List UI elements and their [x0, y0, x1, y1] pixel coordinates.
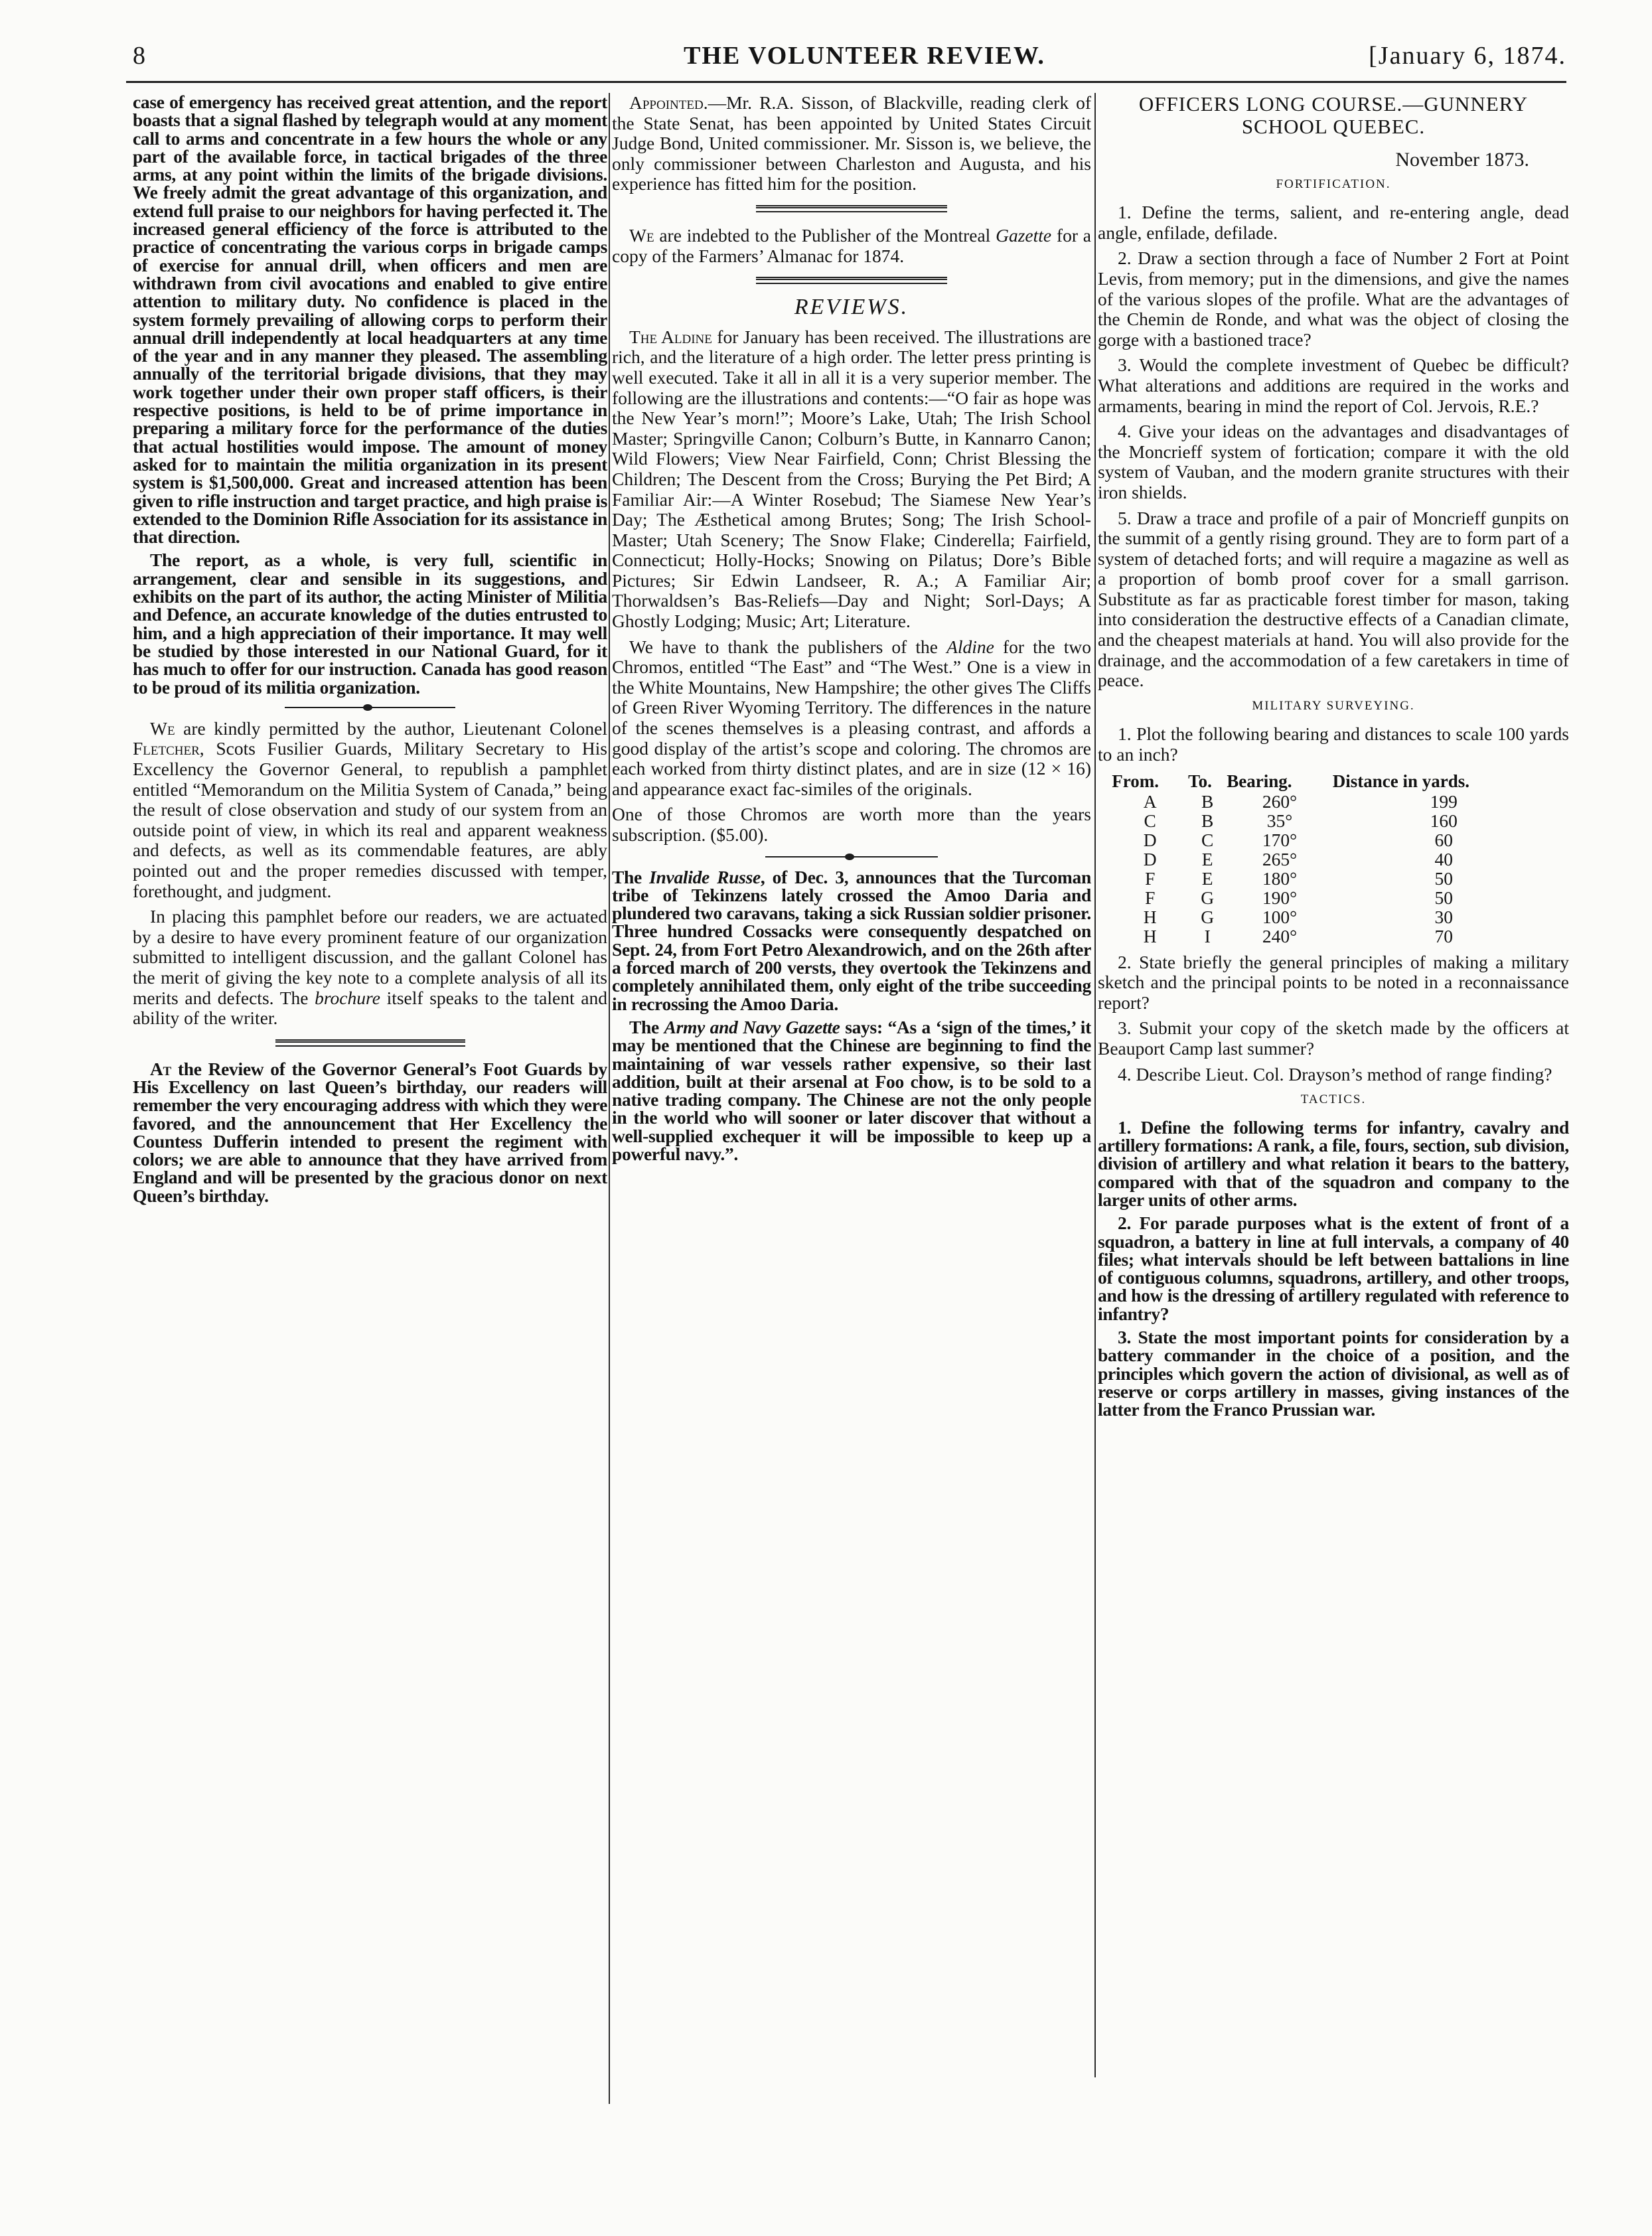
- aldine-paragraph: The Aldine for January has been received. The illustrations are rich, and the literature of a high order. The letter press printing is well executed. Take it all in all it is a very superior member. The following are the illustrations and contents:—“O fair as hope was the New Year’s morn!”; Moore’s Lake, Utah; The Irish School Master; Springville Canon; Colburn’s Butte, in Kannarro Canon; Wild Flowers; View Near Fairfield, Conn; Christ Blessing the Children; The Descent from the Cross; Burying the Pet Bird; A Familiar Air:—A Winter Rosebud; The Siamese New Year’s Day; The Æsthetical among Brutes; Song; The Irish School-Master; Utah Scenery; The Snow Flake; Cinderella; Fairfield, Connecticut; Holly-Hocks; Snowing on Pilatus; Dore’s Bible Pictures; Sir Edwin Landseer, R. A.; A Familiar Air; Thorwaldsen’s Bas-Reliefs—Day and Night; Sorl-Days; A Ghostly Lodging; Music; Art; Literature.: [612, 326, 1092, 632]
- separator: [756, 277, 948, 284]
- table-row: F G 190° 50: [1145, 887, 1453, 908]
- column-divider-right: [1094, 93, 1096, 2077]
- tactics-question-1: 1. Define the following terms for infantry, cavalry and artillery formations: A rank, a file, fours, section, sub division, division of artillery and what relation it bears to the battery, compared with that of the squadron and company to the larger units of other arms.: [1098, 1116, 1569, 1210]
- fortification-question-4: 4. Give your ideas on the advantages and disadvantages of the Moncrieff system of fortication; compare it with the old system of Vauban, and the modern granite structures with their iron shields.: [1098, 421, 1569, 502]
- surveying-question-4: 4. Describe Lieut. Col. Drayson’s method of range finding?: [1118, 1063, 1552, 1084]
- pamphlet-paragraph: In placing this pamphlet before our readers, we are actuated by a desire to have every prominent feature of our organization submitted to intelligent discussion, and the gallant Colonel has the merit of giving the key note to a complete analysis of all its merits and defects. The brochure itself speaks to the talent and ability of the writer.: [133, 906, 607, 1029]
- surveying-question-2: 2. State briefly the general principles of making a military sketch and the principal points to be noted in a reconnaissance report?: [1098, 951, 1569, 1013]
- table-row: A B 260° 199: [1143, 790, 1458, 812]
- table-row: D E 265° 40: [1143, 848, 1453, 869]
- separator: [756, 205, 948, 212]
- surveying-heading: MILITARY SURVEYING.: [1252, 698, 1415, 713]
- table-header: To.: [1188, 771, 1212, 791]
- separator: [275, 1039, 465, 1047]
- table-row: H I 240° 70: [1143, 925, 1453, 946]
- separator: [285, 706, 455, 709]
- almanac-paragraph: We are indebted to the Publisher of the Montreal Gazette for a copy of the Farmers’ Almanac for 1874.: [612, 224, 1091, 266]
- tactics-question-2: 2. For parade purposes what is the extent of front of a squadron, a battery in line at full intervals, a company of 40 files; what intervals should be left between battalions in line of contiguous columns, squadrons, artillery, and other troops, and how is the dressing of artillery regulated with reference to infantry?: [1098, 1213, 1569, 1324]
- appointment-paragraph: Appointed.—Mr. R.A. Sisson, of Blackville, reading clerk of the State Senat, has been appointed by United States Circuit Judge Bond, United commissioner. Mr. Sisson is, we believe, the only commissioner between Charleston and Augusta, and his experience has fitted him for the position.: [612, 92, 1091, 194]
- column-divider-left: [609, 93, 610, 2104]
- fortification-question-3: 3. Would the complete investment of Quebec be difficult? What alterations and additions are required in the works and armaments, bearing in mind the report of Col. Jervois, R.E.?: [1098, 354, 1569, 416]
- column-middle: [612, 93, 1091, 1168]
- surveying-question-1: 1. Plot the following bearing and distances to scale 100 yards to an inch?: [1098, 723, 1569, 765]
- tactics-question-3: 3. State the most important points for consideration by a battery commander in the choice of a position, and the principles which govern the action of divisional, as well as of reserve or corps artillery in masses, giving instances of the latter from the Franco Prussian war.: [1098, 1327, 1569, 1420]
- tactics-heading: TACTICS.: [1300, 1092, 1367, 1107]
- chromos-worth-paragraph: One of those Chromos are worth more than the years subscription. ($5.00).: [612, 804, 1091, 845]
- fortification-question-1: 1. Define the terms, salient, and re-entering angle, dead angle, enfilade, defilade.: [1098, 202, 1569, 243]
- header-rule: [126, 81, 1566, 83]
- table-row: F E 180° 50: [1145, 867, 1453, 889]
- table-header: Bearing.: [1227, 771, 1292, 791]
- table-row: D C 170° 60: [1143, 829, 1453, 850]
- table-header: From.: [1112, 771, 1160, 791]
- table-row: H G 100° 30: [1143, 906, 1453, 927]
- fortification-question-5: 5. Draw a trace and profile of a pair of Moncrieff gunpits on the summit of a gently rising ground. They are to form part of a system of detached forts; and will require a magazine as well as a proportion of bomb proof cover for a small garrison. Substitute as far as practicable forest timber for mason, taking into consideration the destructive effects of a Canadian climate, and the cheapest materials at hand. You will also provide for the drainage, and the accommodation of a few caretakers in time of peace.: [1098, 507, 1569, 691]
- fortification-heading: FORTIFICATION.: [1276, 177, 1391, 191]
- foot-guards-paragraph: At the Review of the Governor General’s Foot Guards by His Excellency on last Queen’s birthday, our readers will remember the very encouraging address with which they were favored, and the announcement that Her Excellency the Countess Dufferin intended to present the regiment with colors; we are able to announce that they have arrived from England and will be presented by the gracious donor on next Queen’s birthday.: [133, 1058, 607, 1206]
- page-header: [133, 41, 1566, 77]
- column-left: [133, 93, 607, 1210]
- table-header: Distance in yards.: [1332, 771, 1470, 791]
- issue-date: [January 6, 1874.: [1369, 42, 1566, 70]
- exam-heading: OFFICERS LONG COURSE.—GUNNERY SCHOOL QUEBEC.: [1138, 92, 1529, 138]
- column-right: [1098, 93, 1569, 1424]
- page-number: 8: [133, 42, 145, 70]
- table-row: C B 35° 160: [1144, 810, 1458, 831]
- memorandum-paragraph: We are kindly permitted by the author, Lieutenant Colonel Fletcher, Scots Fusilier Guards, Military Secretary to His Excellency the Governor General, to republish a pamphlet entitled “Memorandum on the Militia System of Canada,” being the result of close observation and study of our system from an outside point of view, in which its real and apparent weakness and defects, as well as its commendable features, are ably pointed out and the proper remedies discussed with temper, forethought, and judgment.: [133, 717, 607, 901]
- fortification-question-2: 2. Draw a section through a face of Number 2 Fort at Point Levis, from memory; put in the dimensions, and give the names of the various slopes of the profile. What are the advantages of the Chemin de Ronde, and what was the object of closing the gorge with a bastioned trace?: [1098, 248, 1569, 350]
- invalide-russe-paragraph: The Invalide Russe, of Dec. 3, announces that the Turcoman tribe of Tekinzens lately crossed the Amoo Daria and plundered two caravans, taking a sick Russian soldier prisoner. Three hundred Cossacks were consequently despatched on Sept. 24, from Fort Petro Alexandrowich, and on the 26th after a forced march of 200 versts, they overtook the Tekinzens and completely annihilated them, only eight of the tribe succeeding in recrossing the Amoo Daria.: [612, 866, 1091, 1014]
- reviews-heading: REVIEWS.: [794, 295, 909, 320]
- exam-date: November 1873.: [1395, 149, 1529, 171]
- army-navy-gazette-paragraph: The Army and Navy Gazette says: “As a ‘sign of the times,’ it may be mentioned that the Chinese are beginning to find the maintaining of war vessels rather expensive, so their last addition, built at their arsenal at Foo chow, is to be sold to a native trading company. The Chinese are not the only people in the world who will sooner or later discover that without a well-supplied exchequer it will be impossible to keep up a powerful navy.”.: [612, 1016, 1091, 1165]
- militia-report-conclusion: The report, as a whole, is very full, scientific in arrangement, clear and sensible in its suggestions, and exhibits on the part of its author, the acting Minister of Militia and Defence, an accurate knowledge of the duties entrusted to him, and a high appreciation of their importance. It may well be studied by those interested in our National Guard, for it has much to offer for our instruction. Canada has good reason to be proud of its militia organization.: [133, 550, 607, 698]
- newspaper-title: THE VOLUNTEER REVIEW.: [684, 42, 1045, 70]
- chromos-paragraph: We have to thank the publishers of the Aldine for the two Chromos, entitled “The East” and “The West.” One is a view in the White Mountains, New Hampshire; the other gives The Cliffs of Green River Wyoming Territory. The differences in the nature of the scenes themselves is a pleasing contrast, and affords a good display of the artist’s scope and coloring. The chromos are each worked from thirty distinct plates, and are in size (12 × 16) and appearance exact fac-similes of the originals.: [612, 636, 1091, 799]
- militia-report-paragraph: case of emergency has received great attention, and the report boasts that a signal flashed by telegraph would at any moment call to arms and concentrate in a few hours the whole or any part of the available force, in tactical brigades of the three arms, at any point within the limits of the brigade divisions. We freely admit the great advantage of this organization, and extend full praise to our neighbors for having perfected it. The increased general efficiency of the force is attributed to the practice of concentrating the various corps in brigade camps of exercise for annual drill, when officers and men are withdrawn from civil avocations and enabled to give entire attention to military duty. No confidence is placed in the system formely prevailing of allowing corps to perform their annual drill independently at local headquarters at any time of the year and in any manner they pleased. The assembling annually of the territorial brigade divisions, that they may work together under their own proper staff officers, is their respective positions, is held to be of prime importance in preparing a military force for the performance of the duties that actual hostilities would impose. The amount of money asked for to maintain the militia organization in its present system is $1,500,000. Great and increased attention has been given to rifle instruction and target practice, and high praise is extended to the Dominion Rifle Association for its assistance in that direction.: [133, 92, 607, 548]
- surveying-question-3: 3. Submit your copy of the sketch made by the officers at Beauport Camp last summer?: [1098, 1017, 1569, 1059]
- separator: [765, 855, 938, 859]
- bearings-table: [1112, 771, 1554, 946]
